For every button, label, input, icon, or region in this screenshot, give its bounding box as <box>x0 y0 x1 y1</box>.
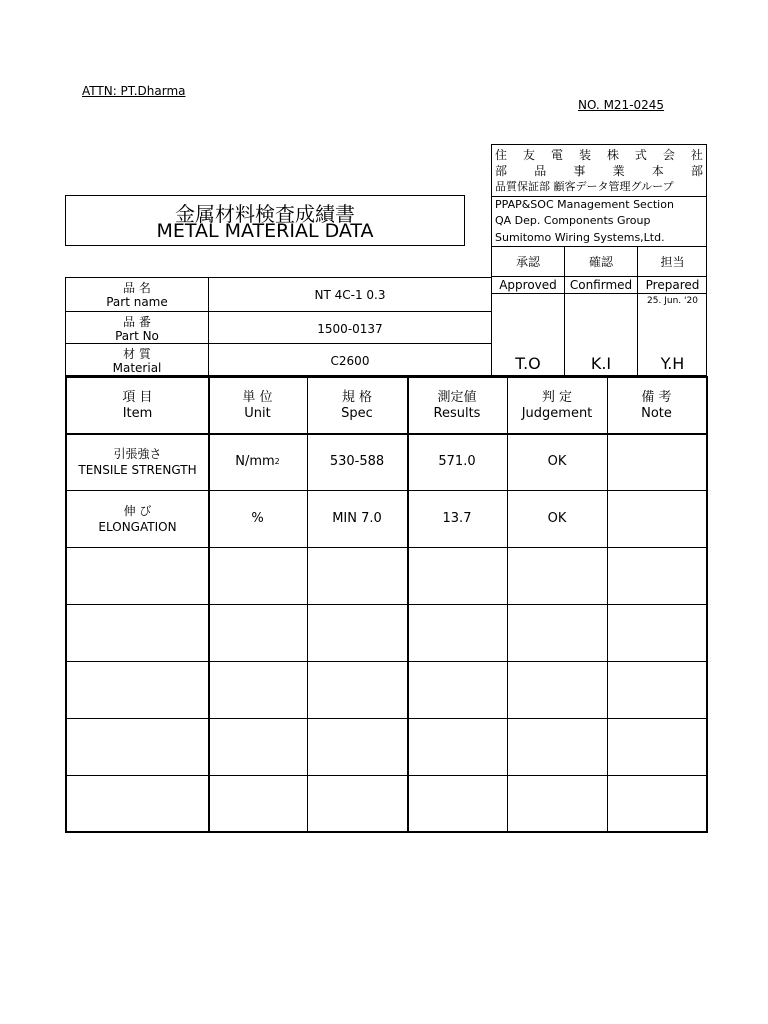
column-header-note <box>607 378 706 433</box>
item-jp: 引張強さ <box>113 447 162 461</box>
table-row-item <box>67 491 208 547</box>
division-char: 事 <box>573 164 586 178</box>
table-row-unit <box>208 434 307 490</box>
unit-base: N/mm <box>235 454 275 469</box>
material-row <box>66 343 491 377</box>
header-jp: 規 格 <box>341 389 373 405</box>
item-en: TENSILE STRENGTH <box>78 463 197 477</box>
table-row-unit <box>208 491 307 547</box>
document-title-box <box>65 195 465 246</box>
company-char: 式 <box>634 148 647 162</box>
table-row-judgement: OK <box>547 511 567 526</box>
confirmed-header-jp: 確認 <box>588 255 613 269</box>
table-row-spec: MIN 7.0 <box>332 511 382 526</box>
company-char: 株 <box>606 148 619 162</box>
unit-superscript: 2 <box>274 457 280 466</box>
label-jp: 品 名 <box>123 280 151 295</box>
part-no-value: 1500-0137 <box>208 312 491 345</box>
table-row-note <box>607 491 706 547</box>
label-jp: 品 番 <box>123 314 151 329</box>
header-en: Unit <box>244 405 271 421</box>
table-row-result: 13.7 <box>442 511 472 526</box>
column-header-item <box>67 378 208 433</box>
document-title-en: METAL MATERIAL DATA <box>156 220 374 242</box>
group-name: QA Dep. Components Group <box>495 214 651 227</box>
column-header-judgement <box>507 378 607 433</box>
header-jp: 判 定 <box>541 389 573 405</box>
unit-base: % <box>251 511 264 526</box>
header-jp: 単 位 <box>242 389 273 405</box>
approved-initials: T.O <box>515 353 541 373</box>
company-name-en: Sumitomo Wiring Systems,Ltd. <box>495 231 665 244</box>
item-jp: 伸 び <box>123 504 152 518</box>
attn-line: ATTN: PT.Dharma <box>82 84 186 98</box>
part-no-row <box>66 311 491 345</box>
header-en: Results <box>433 405 481 421</box>
part-name-label <box>66 278 208 311</box>
confirmed-initials: K.I <box>590 353 612 373</box>
prepared-date: 25. Jun. '20 <box>647 296 698 306</box>
document-number: NO. M21-0245 <box>578 98 665 112</box>
header-jp: 備 考 <box>641 389 672 405</box>
prepared-initials: Y.H <box>660 353 685 373</box>
division-char: 部 <box>690 164 703 178</box>
company-approval-box <box>491 144 707 376</box>
document-title-jp: 金属材料検査成績書 <box>175 202 355 226</box>
header-jp: 項 目 <box>122 389 153 405</box>
company-char: 住 <box>495 148 508 162</box>
header-en: Item <box>122 405 153 421</box>
division-name-jp <box>495 164 703 178</box>
item-en: ELONGATION <box>98 520 177 534</box>
prepared-header-jp: 担当 <box>660 255 685 269</box>
company-char: 電 <box>550 148 563 162</box>
approved-header-en: Approved <box>499 278 557 292</box>
material-value: C2600 <box>208 344 491 377</box>
header-en: Judgement <box>521 405 593 421</box>
header-jp: 測定値 <box>437 389 477 405</box>
company-char: 社 <box>690 148 703 162</box>
table-row-result: 571.0 <box>438 454 476 469</box>
part-no-label <box>66 312 208 345</box>
results-table <box>65 376 708 833</box>
table-row-spec: 530-588 <box>329 454 385 469</box>
division-char: 品 <box>534 164 547 178</box>
section-name: PPAP&SOC Management Section <box>495 198 674 211</box>
table-row-judgement: OK <box>547 454 567 469</box>
confirmed-header-en: Confirmed <box>569 278 633 292</box>
company-char: 会 <box>662 148 675 162</box>
company-name-jp <box>495 148 703 162</box>
material-label <box>66 344 208 377</box>
approved-header-jp: 承認 <box>515 255 540 269</box>
company-char: 装 <box>578 148 591 162</box>
label-en: Material <box>112 360 162 375</box>
division-char: 本 <box>651 164 664 178</box>
header-en: Spec <box>341 405 373 421</box>
part-info-table <box>65 277 492 376</box>
label-en: Part name <box>106 294 168 309</box>
division-char: 業 <box>612 164 625 178</box>
column-header-unit <box>208 378 307 433</box>
table-row-note <box>607 434 706 490</box>
label-jp: 材 質 <box>123 346 151 361</box>
column-header-results <box>407 378 507 433</box>
table-row-item <box>67 434 208 490</box>
label-en: Part No <box>115 328 159 343</box>
department-name-jp: 品質保証部 顧客データ管理グループ <box>495 180 674 193</box>
part-name-row <box>66 278 491 311</box>
division-char: 部 <box>495 164 508 178</box>
header-en: Note <box>641 405 672 421</box>
company-char: 友 <box>522 148 535 162</box>
prepared-header-en: Prepared <box>645 278 700 292</box>
part-name-value: NT 4C-1 0.3 <box>208 278 491 311</box>
column-header-spec <box>307 378 407 433</box>
